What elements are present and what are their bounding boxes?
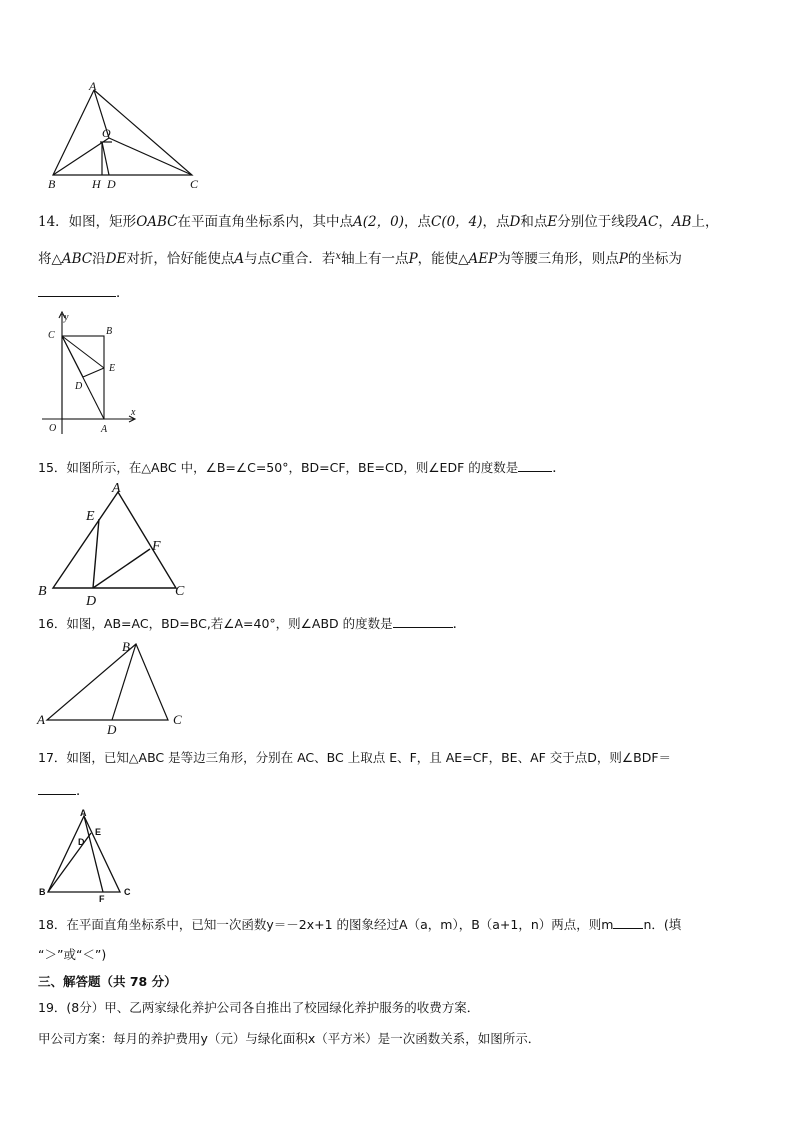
triangle-abc-outline — [48, 816, 120, 892]
label-c: C — [124, 887, 131, 897]
label-b: B — [39, 887, 46, 897]
q14-text: ，点 — [403, 214, 431, 230]
label-a: A — [37, 712, 45, 727]
q16-answer-blank[interactable] — [393, 613, 453, 628]
q14-text: ，能使△ — [417, 251, 469, 267]
q14-text: 在平面直角坐标系内，其中点 — [177, 214, 354, 230]
q14-text: 将△ — [38, 251, 62, 267]
segment-ce — [62, 336, 104, 368]
triangle-abc-outline — [53, 90, 192, 175]
q14-math: A — [234, 251, 245, 267]
q19-text: 19．(8分）甲、乙两家绿化养护公司各自推出了校园绿化养护服务的收费方案． — [38, 1000, 480, 1015]
q14-text: ，点 — [482, 214, 510, 230]
q14-text: 的坐标为 — [627, 251, 682, 267]
label-b: B — [122, 639, 130, 654]
label-e: E — [86, 509, 95, 524]
q14-math: AEP — [468, 251, 498, 267]
q14-math: DE — [105, 251, 127, 267]
q14-answer-blank[interactable] — [38, 282, 116, 297]
q14-math: ABC — [61, 251, 93, 267]
q16-line — [38, 613, 466, 634]
figure-q15-triangle — [36, 478, 196, 608]
q14-math: P — [618, 251, 628, 267]
label-b: B — [48, 177, 56, 191]
q14-text: 上， — [691, 214, 719, 230]
q14-math: E — [547, 214, 558, 230]
label-d: D — [78, 837, 85, 847]
label-d: D — [107, 177, 116, 191]
q14-text: 分别位于线段 — [557, 214, 639, 230]
q14-text: 沿 — [92, 251, 106, 267]
label-e: E — [95, 827, 102, 837]
label-e: E — [109, 363, 116, 374]
q14-text: 14．如图，矩形 — [38, 214, 137, 230]
q17-line-2 — [38, 780, 90, 801]
label-b: B — [106, 326, 113, 337]
q17-text: ． — [76, 783, 90, 799]
q14-math: D — [509, 214, 521, 230]
section-3-title: 三、解答题（共 78 分） — [38, 974, 177, 989]
segment-df — [93, 549, 150, 588]
q14-math: AC — [638, 214, 659, 230]
section-3-heading — [38, 972, 177, 992]
q14-line-1 — [38, 212, 718, 232]
q14-text: 和点 — [520, 214, 548, 230]
q15-text: 15．如图所示，在△ABC 中，∠B=∠C=50°，BD=CF，BE=CD，则∠EDF 的度数是 — [38, 460, 519, 475]
label-a: A — [101, 424, 108, 435]
q14-text: 重合．若 — [281, 251, 336, 267]
label-f: F — [99, 894, 105, 904]
label-d: D — [107, 722, 117, 736]
segment-cd — [62, 336, 83, 377]
q14-math: OABC — [136, 214, 178, 230]
figure-q16-triangle — [34, 636, 194, 736]
label-a: A — [89, 80, 97, 93]
label-c: C — [173, 712, 182, 727]
figure-q14-rectangle — [38, 308, 148, 440]
q19-line-2 — [38, 1029, 540, 1049]
q18-answer-blank[interactable] — [613, 914, 643, 929]
label-d: D — [75, 381, 83, 392]
segment-de — [93, 519, 99, 588]
q15-line — [38, 457, 566, 478]
label-x: x — [131, 407, 136, 418]
q18-text: “＞”或“＜”) — [38, 947, 107, 962]
q18-line-1 — [38, 914, 681, 935]
label-o: O — [102, 126, 111, 140]
q14-line-3 — [38, 282, 130, 303]
q14-line-2 — [38, 247, 682, 269]
label-f: F — [152, 539, 161, 554]
q14-text: 轴上有一点 — [341, 251, 409, 267]
label-o: O — [49, 423, 57, 434]
q14-text: ， — [658, 214, 672, 230]
q17-text: 17．如图，已知△ABC 是等边三角形，分别在 AC、BC 上取点 E、F，且 AE=CF，BE、AF 交于点D，则∠BDF＝ — [38, 750, 672, 765]
q14-math: C(0，4) — [430, 214, 483, 230]
q19-text: 甲公司方案：每月的养护费用y（元）与绿化面积x（平方米）是一次函数关系，如图所示． — [38, 1031, 541, 1046]
label-d: D — [86, 594, 97, 608]
q14-text: 为等腰三角形，则点 — [497, 251, 619, 267]
label-a: A — [112, 481, 121, 496]
q14-text: 对折，恰好能使点 — [126, 251, 235, 267]
q18-text: n．(填 — [643, 917, 682, 932]
label-c: C — [48, 330, 55, 341]
figure-q17-equilateral-triangle — [38, 808, 138, 904]
label-b: B — [38, 584, 47, 599]
segment-od — [102, 142, 109, 175]
q17-answer-blank[interactable] — [38, 780, 76, 795]
triangle-abc-outline — [47, 644, 168, 720]
label-h: H — [92, 177, 101, 191]
label-c: C — [175, 584, 185, 599]
segment-oc — [109, 138, 192, 175]
segment-be — [48, 833, 91, 892]
q14-math: C — [271, 251, 282, 267]
fold-de — [83, 368, 104, 377]
q19-line-1 — [38, 998, 479, 1018]
q17-line-1 — [38, 748, 671, 768]
q14-text: ． — [116, 285, 130, 301]
label-c: C — [190, 177, 199, 191]
q16-text: ． — [452, 616, 467, 632]
q18-line-2 — [38, 945, 106, 965]
q14-math: A(2，0) — [353, 214, 404, 230]
q14-text: 与点 — [244, 251, 272, 267]
q14-math: x — [335, 251, 342, 262]
q16-text: 16．如图，AB=AC，BD=BC,若∠A=40°，则∠ABD 的度数是 — [38, 616, 393, 631]
q18-text: 18．在平面直角坐标系中，已知一次函数y＝－2x+1 的图象经过A（a，m），B（a+1，n）两点，则m — [38, 917, 614, 932]
figure-q13-triangle — [42, 80, 212, 195]
segment-bd — [112, 644, 136, 720]
label-y: y — [64, 312, 69, 323]
q14-math: AB — [671, 214, 692, 230]
q14-math: P — [408, 251, 418, 267]
label-a: A — [80, 808, 87, 818]
q15-text: ． — [552, 460, 566, 476]
q15-answer-blank[interactable] — [518, 457, 552, 472]
